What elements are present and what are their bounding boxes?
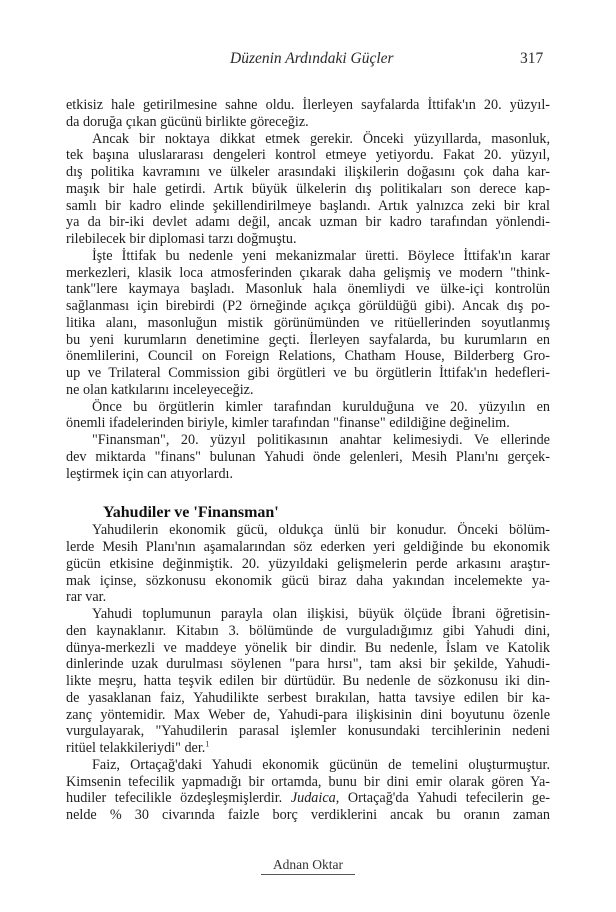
italic-term: Judaica	[290, 790, 336, 807]
text-line: likte meşru, hatta teşvik edilen bir dürtüdür. Bu nedenle de sözkonusu iki din-	[66, 673, 550, 689]
text-line: Yahudi toplumunun parayla olan ilişkisi, büyük ölçüde İbrani öğretisin-	[92, 606, 550, 622]
text-line: "Finansman", 20. yüzyıl politikasının anahtar kelimesiydi. Ve ellerinde	[92, 432, 550, 448]
page-footer	[0, 856, 616, 875]
paragraph	[66, 399, 550, 433]
text-line: mak içinse, sözkonusu ekonomik gücü biraz daha yakından incelemekte ya-	[66, 572, 550, 589]
text-line: Önce bu örgütlerin kimler tarafından kurulduğuna ve 20. yüzyılın en	[92, 398, 550, 415]
text-line: de yasaklanan faiz, Yahudilikte serbest bırakılan, hatta tavsiye edilen bir ka-	[66, 689, 550, 706]
text-line	[66, 790, 550, 807]
text-line: tek başına uluslararası dengeleri kontrol etmeye yetiyordu. Fakat 20. yüzyıl,	[66, 147, 550, 164]
text-line: merkezleri, klasik loca atmosferinden çıkarak daha gelişmiş ve modern "think-	[66, 264, 550, 281]
text-line: dinlerinde uzak durulması söylenen "para hırsı", tam aksi bir şekilde, Yahudi-	[66, 656, 550, 673]
paragraph	[66, 432, 550, 482]
text-line: önemlilerini, Council on Foreign Relations, Chatham House, Bilderberg Gro-	[66, 348, 550, 365]
footnote-ref[interactable]: 1	[205, 739, 210, 749]
text-line: bu yeni kurumların denetimine geçti. İlerleyen sayfalarda, bu kurumların en	[66, 331, 550, 348]
body-text	[66, 97, 550, 824]
text-line: dev miktarda "finans" bulunan Yahudi önde gelenleri, Mesih Planı'nı gerçek-	[66, 448, 550, 465]
text-line: gücün etkisine değinmiştik. 20. yüzyıldaki gelişmelerin perde arkasını araştır-	[66, 555, 550, 572]
text-line: da doruğa çıkan gücünü birlikte göreceğiz.	[66, 113, 309, 130]
text-line: Faiz, Ortaçağ'daki Yahudi ekonomik gücünün de temelini oluşturmuştur.	[92, 756, 550, 773]
page-number: 317	[520, 50, 544, 67]
text-line: İşte İttifak bu nedenle yeni mekanizmalar üretti. Böylece İttifak'ın karar	[92, 247, 550, 264]
text-line: Kimsenin tefecilik yapmadığı bir ortamda, bunu bir dini emir olarak gören Ya-	[66, 773, 550, 790]
text-line: dış politika kavramını ve ülkeler arasındaki ilişkilerin doğasını çok daha kar-	[66, 164, 550, 180]
author-name: Adnan Oktar	[261, 857, 355, 875]
text-line-content: , Ortaçağ'da Yahudi tefecilerin ge-	[335, 790, 551, 807]
text-line: dünya-merkezli ve maddeye yönelik bir dindir. Bu nedenle, İslam ve Katolik	[66, 639, 550, 656]
text-line: leştirmek için can atıyorlardı.	[66, 465, 234, 482]
running-title: Düzenin Ardındaki Güçler	[230, 50, 394, 67]
text-line: lerde Mesih Planı'nın aşamalarından söz ederken yeri geldiğinde bu ekonomik	[66, 539, 550, 555]
text-line: sağlanması için birebirdi (P2 örneğinde açıkça görüldüğü gibi). Ancak dış po-	[66, 298, 550, 314]
text-line-content: ritüel telakkileriydi" der.	[66, 740, 206, 756]
text-line: vurgulayarak, "Yahudilerin parasal işlemler konusundaki tercihlerinin nedeni	[66, 723, 550, 740]
running-head	[0, 50, 616, 74]
text-line: önemli ifadelerinden biriyle, kimler tarafından "finanse" edildiğine değinelim.	[66, 415, 510, 432]
text-line: Yahudilerin ekonomik gücü, oldukça ünlü bir konudur. Önceki bölüm-	[92, 522, 550, 539]
text-line: tank"lere kaymaya başladı. Masonluk hala önemliydi ve ülke-içi kontrolün	[66, 281, 550, 298]
text-line: ne olan katkılarını inceleyeceğiz.	[66, 381, 254, 398]
paragraph	[66, 131, 550, 248]
section-heading: Yahudiler ve 'Finansman'	[103, 504, 279, 522]
text-line: nelde % 30 civarında faizle borç verdiklerini ancak bu oranın zaman	[66, 807, 550, 823]
text-line: maşık bir hale getirdi. Artık büyük ülkelerin dış politikaları son derece kap-	[66, 180, 550, 197]
text-line: den kaynaklanır. Kitabın 3. bölümünde de vurguladığımız gibi Yahudi dini,	[66, 622, 550, 639]
text-line: rar var.	[66, 589, 107, 606]
paragraph	[66, 522, 550, 606]
paragraph	[66, 757, 550, 824]
text-line: rilebilecek bir diplomasi tarzı doğmuştu.	[66, 231, 297, 247]
text-line: Ancak bir noktaya dikkat etmek gerekir. Önceki yüzyıllarda, masonluk,	[92, 130, 550, 147]
text-line: zanç yöntemidir. Max Weber de, Yahudi-para ilişkisinin dini boyutunu özenle	[66, 706, 550, 723]
text-line: up ve Trilateral Commission gibi örgütleri ve bu örgütlerin İttifak'ın hedefleri-	[66, 365, 550, 381]
text-line: litika alanı, masonluğun mistik görünümünden ve ritüellerinden soyutlanmış	[66, 314, 550, 331]
text-line	[66, 740, 550, 757]
section-gap	[66, 482, 550, 504]
paragraph	[66, 97, 550, 131]
text-line: samlı bir kadro elinde şekillendirilmeye başlandı. Artık yalnızca zeki bir kral	[66, 197, 550, 214]
paragraph	[66, 248, 550, 399]
text-line: etkisiz hale getirilmesine sahne oldu. İlerleyen sayfalarda İttifak'ın 20. yüzyıl-	[66, 97, 550, 113]
text-line-content: hudiler tefecilikle özdeşleşmişlerdir.	[66, 790, 283, 807]
text-line: ya da bir-iki devlet adamı değil, ancak uzman bir kadro tarafından yönlendi-	[66, 214, 550, 231]
paragraph	[66, 606, 550, 757]
